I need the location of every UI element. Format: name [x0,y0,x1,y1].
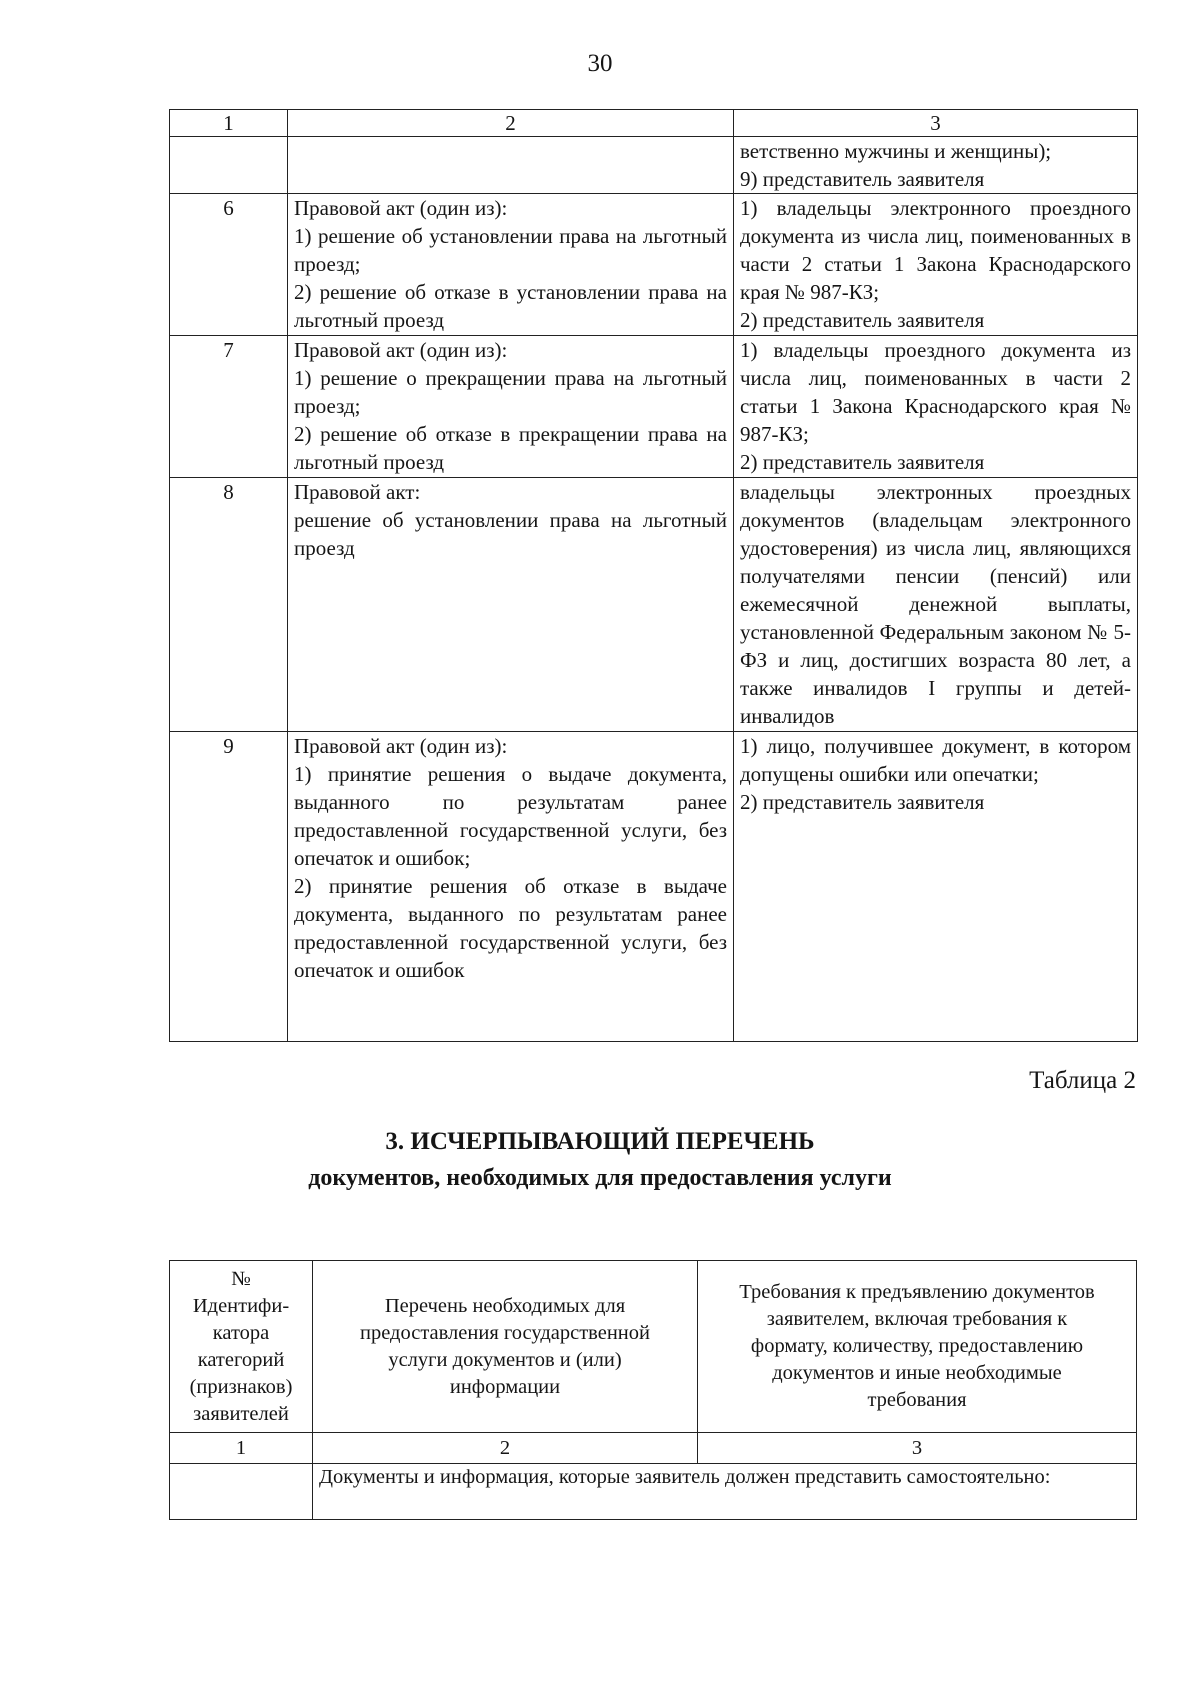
applicants-line: 2) представитель заявителя [740,790,985,814]
header-line: катора [212,1321,270,1344]
row-number: 6 [170,194,288,336]
row-act-cell [288,478,734,732]
column-number-1: 1 [170,1433,313,1464]
header-line: формату, количеству, предоставлению [750,1335,1084,1357]
table-label: Таблица 2 [1029,1067,1136,1094]
applicants-line: 2) представитель заявителя [740,450,985,474]
table-header-row [170,110,1138,137]
page-number: 30 [587,50,613,77]
act-line: 1) решение о прекращении права на льготный проезд; [294,366,727,418]
column-number-3: 3 [734,110,1138,137]
row-self-provided-documents: Документы и информация, которые заявитель должен представить самостоятельно: [313,1464,1137,1520]
header-line: Перечень необходимых для [384,1294,626,1317]
act-line: 1) решение об установлении права на льготный проезд; [294,224,727,276]
row-number [170,137,288,194]
row-number: 8 [170,478,288,732]
act-line: 1) принятие решения о выдаче документа, выданного по результатам ранее предоставленной государственной услуги, без опечаток и ошибок; [294,762,727,870]
row-applicants-cell [734,732,1138,1042]
header-line: заявителей [193,1402,289,1425]
header-line: документов и иные необходимые [772,1362,1062,1384]
header-line: Идентифи- [192,1294,290,1317]
row-number: 9 [170,732,288,1042]
table-header-row [170,1261,1137,1433]
table-number-row [170,1433,1137,1464]
section-title: 3. ИСЧЕРПЫВАЮЩИЙ ПЕРЕЧЕНЬ [385,1128,815,1155]
row-number [170,1464,313,1520]
applicants-line: 2) представитель заявителя [740,308,985,332]
act-line: 2) решение об отказе в установлении права на льготный проезд [294,280,727,332]
row-applicants-cell [734,336,1138,478]
header-requirements [698,1261,1137,1433]
header-line: заявителем, включая требования к [766,1308,1068,1330]
row-applicants-cell [734,194,1138,336]
documents-table [169,1260,1137,1520]
table-row [170,194,1138,336]
table-row [170,732,1138,1042]
header-line: № [231,1267,251,1290]
row-applicants-cell [734,137,1138,194]
applicants-line: 1) лицо, получившее документ, в котором допущены ошибки или опечатки; [740,734,1131,786]
header-line: Требования к предъявлению документов [739,1281,1095,1303]
section-subtitle: документов, необходимых для предоставления услуги [308,1165,892,1191]
applicants-line: 1) владельцы проездного документа из числа лиц, поименованных в части 2 статьи 1 Закона Краснодарского края № 987-КЗ; [740,338,1131,446]
header-line: услуги документов и (или) [388,1348,622,1371]
column-number-3: 3 [698,1433,1137,1464]
act-line: Правовой акт (один из): [294,734,508,758]
row-act-cell [288,732,734,1042]
applicants-line: 9) представитель заявителя [740,167,985,191]
column-number-2: 2 [288,110,734,137]
row-act-cell [288,336,734,478]
act-line: Правовой акт: [294,480,421,504]
header-documents-list [313,1261,698,1433]
criteria-table [169,109,1138,1042]
table-row [170,137,1138,194]
applicants-line: владельцы электронных проездных документов (владельцам электронного удостоверения) из числа лиц, являющихся получателями пенсии (пенсий) или ежемесячной денежной выплаты, установленной Федеральным законом № 5-ФЗ и лиц, достигших возраста 80 лет, а также инвалидов I группы и детей-инвалидов [740,480,1131,728]
table-row [170,336,1138,478]
column-number-2: 2 [313,1433,698,1464]
applicants-line: 1) владельцы электронного проездного документа из числа лиц, поименованных в части 2 статьи 1 Закона Краснодарского края № 987-КЗ; [740,196,1131,304]
header-line: информации [449,1375,561,1398]
row-act-cell [288,194,734,336]
row-act-cell [288,137,734,194]
row-number: 7 [170,336,288,478]
column-number-1: 1 [170,110,288,137]
act-line: Правовой акт (один из): [294,338,508,362]
row-applicants-cell [734,478,1138,732]
header-line: требования [867,1389,967,1411]
header-line: (признаков) [189,1375,293,1398]
act-line: решение об установлении права на льготный проезд [294,508,727,560]
header-applicant-category [170,1261,313,1433]
act-line: 2) принятие решения об отказе в выдаче документа, выданного по результатам ранее предоставленной государственной услуги, без опечаток и ошибок [294,874,727,982]
act-line: Правовой акт (один из): [294,196,508,220]
applicants-line: ветственно мужчины и женщины); [740,139,1052,163]
header-line: категорий [197,1348,285,1371]
table-row [170,478,1138,732]
header-line: предоставления государственной [360,1321,650,1344]
act-line: 2) решение об отказе в прекращении права на льготный проезд [294,422,727,474]
table-row [170,1464,1137,1520]
